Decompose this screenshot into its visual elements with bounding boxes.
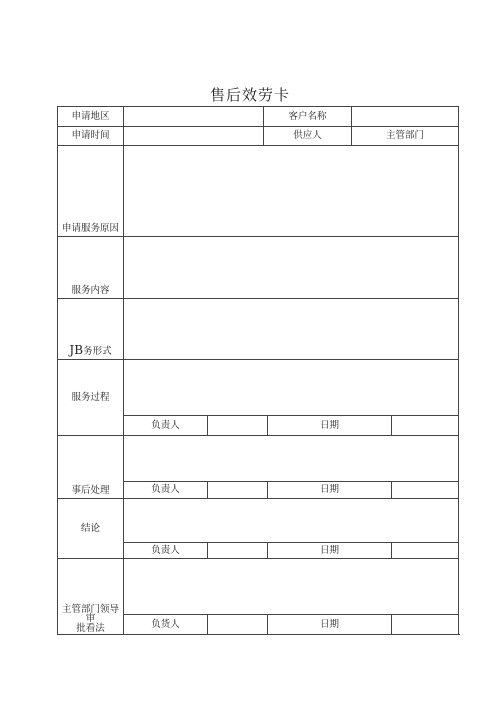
- field-process-date[interactable]: [392, 416, 459, 436]
- label-service-form: [58, 299, 124, 360]
- row-region: [58, 107, 459, 127]
- label-conclusion: 结论: [58, 499, 124, 559]
- label-approval-date: 日期: [268, 615, 392, 635]
- label-service-content: 服务内容: [58, 237, 124, 299]
- label-process-person: 负责人: [124, 416, 208, 436]
- field-conclusion[interactable]: [124, 499, 459, 543]
- label-process-date: 日期: [268, 416, 392, 436]
- label-service-form-prefix: JB: [69, 342, 84, 357]
- field-after-date[interactable]: [392, 482, 459, 499]
- label-dept: 主管部门: [352, 127, 459, 146]
- field-region[interactable]: [124, 107, 264, 127]
- label-customer-name: 客户名称: [264, 107, 352, 127]
- row-after: [58, 436, 459, 482]
- label-conclusion-date: 日期: [268, 543, 392, 559]
- label-conclusion-person: 负责人: [124, 543, 208, 559]
- field-service-content[interactable]: [124, 237, 459, 299]
- label-service-reason: 申请服务原因: [58, 146, 124, 237]
- field-approval-date[interactable]: [392, 615, 459, 635]
- row-approval: [58, 559, 459, 615]
- label-service-form-rest: 务形式: [83, 345, 112, 357]
- row-content: [58, 237, 459, 299]
- row-time: [58, 127, 459, 146]
- field-service-reason[interactable]: [124, 146, 459, 237]
- field-approval-person[interactable]: [208, 615, 268, 635]
- field-after-person[interactable]: [208, 482, 268, 499]
- label-supplier: 供应人: [264, 127, 352, 146]
- field-after-handling[interactable]: [124, 436, 459, 482]
- label-after-handling: 事后处理: [58, 436, 124, 499]
- label-after-person: 负责人: [124, 482, 208, 499]
- label-apply-time: 申请时间: [58, 127, 124, 146]
- row-reason: [58, 146, 459, 237]
- label-approval: [58, 559, 124, 635]
- row-process: [58, 360, 459, 416]
- form-title: 售后效劳卡: [209, 86, 290, 104]
- field-conclusion-person[interactable]: [208, 543, 268, 559]
- field-conclusion-date[interactable]: [392, 543, 459, 559]
- field-service-form[interactable]: [124, 299, 459, 360]
- label-approval-line2: 批看法: [76, 622, 105, 634]
- field-process-person[interactable]: [208, 416, 268, 436]
- service-card-table: [57, 106, 459, 635]
- row-conclusion: [58, 499, 459, 543]
- field-approval[interactable]: [124, 559, 459, 615]
- field-service-process[interactable]: [124, 360, 459, 416]
- label-region: 申请地区: [58, 107, 124, 127]
- label-after-date: 日期: [268, 482, 392, 499]
- row-form: [58, 299, 459, 360]
- label-approval-person: 负货人: [124, 615, 208, 635]
- field-customer-name[interactable]: [352, 107, 459, 127]
- field-apply-time[interactable]: [124, 127, 264, 146]
- label-approval-line1: 主管部门领导审: [61, 603, 119, 624]
- label-service-process: 服务过程: [58, 360, 124, 436]
